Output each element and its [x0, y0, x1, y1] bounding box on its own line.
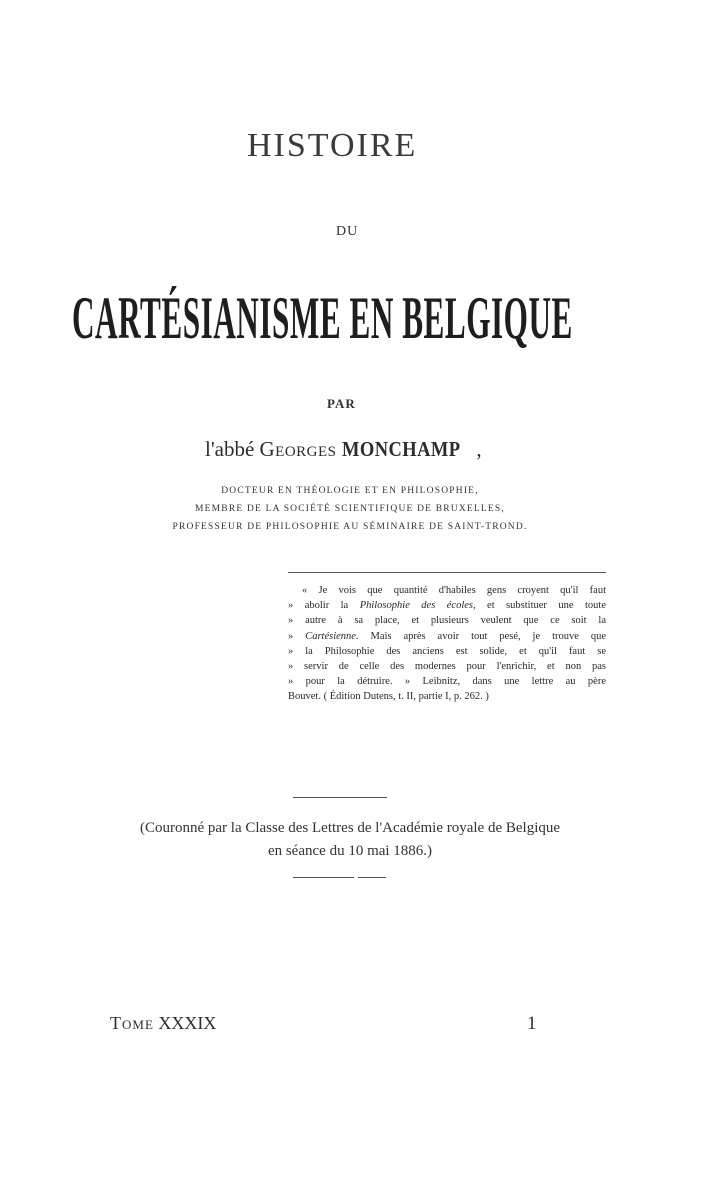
epigraph-divider [288, 572, 606, 573]
title-du: DU [336, 224, 359, 239]
section-divider [293, 797, 387, 798]
tome-number: XXXIX [158, 1013, 217, 1033]
epigraph-line: » pour la détruire. » Leibnitz, dans une lettre au père [288, 676, 606, 688]
credential-line: MEMBRE DE LA SOCIÉTÉ SCIENTIFIQUE DE BRUXELLES, [195, 504, 505, 514]
epigraph [288, 583, 606, 705]
author-credentials [140, 482, 560, 536]
section-divider [293, 877, 354, 878]
volume-label [110, 1013, 216, 1034]
epigraph-line: » la Philosophie des anciens est solide, et qu'il faut se [288, 645, 606, 657]
credential-line: DOCTEUR EN THÉOLOGIE ET EN PHILOSOPHIE, [221, 486, 479, 496]
main-title: CARTÉSIANISME EN BELGIQUE [72, 285, 573, 351]
epigraph-line: » autre à sa place, et plusieurs veulent que ce soit la [288, 615, 606, 627]
epigraph-line: Bouvet. ( Édition Dutens, t. II, partie I, p. 262. ) [288, 691, 489, 703]
epigraph-line: » abolir la Philosophie des écoles, et substituer une toute [288, 600, 606, 612]
epigraph-line: « Je vois que quantité d'habiles gens croyent qu'il faut [302, 585, 606, 596]
author-suffix: , [476, 437, 482, 461]
award-line: en séance du 10 mai 1886.) [267, 843, 433, 859]
section-divider [358, 877, 386, 878]
award-line: (Couronné par la Classe des Lettres de l'Académie royale de Belgique [139, 820, 561, 836]
award-notice [110, 817, 590, 863]
author-surname: MONCHAMP [341, 437, 461, 461]
epigraph-line: » Cartésienne. Mais après avoir tout pesé, je trouve que [288, 630, 606, 642]
tome-label: Tome [110, 1013, 154, 1033]
epigraph-line: » servir de celle des modernes pour l'enrichir, et non pas [288, 661, 606, 673]
author-first-name: Georges [259, 437, 337, 461]
credential-line: PROFESSEUR DE PHILOSOPHIE AU SÉMINAIRE DE SAINT-TROND. [172, 522, 528, 532]
author-prefix: l'abbé [205, 437, 255, 461]
signature-mark: 1 [527, 1013, 537, 1034]
title-histoire: HISTOIRE [247, 127, 418, 164]
author-line [205, 437, 482, 462]
by-label: PAR [327, 396, 356, 411]
